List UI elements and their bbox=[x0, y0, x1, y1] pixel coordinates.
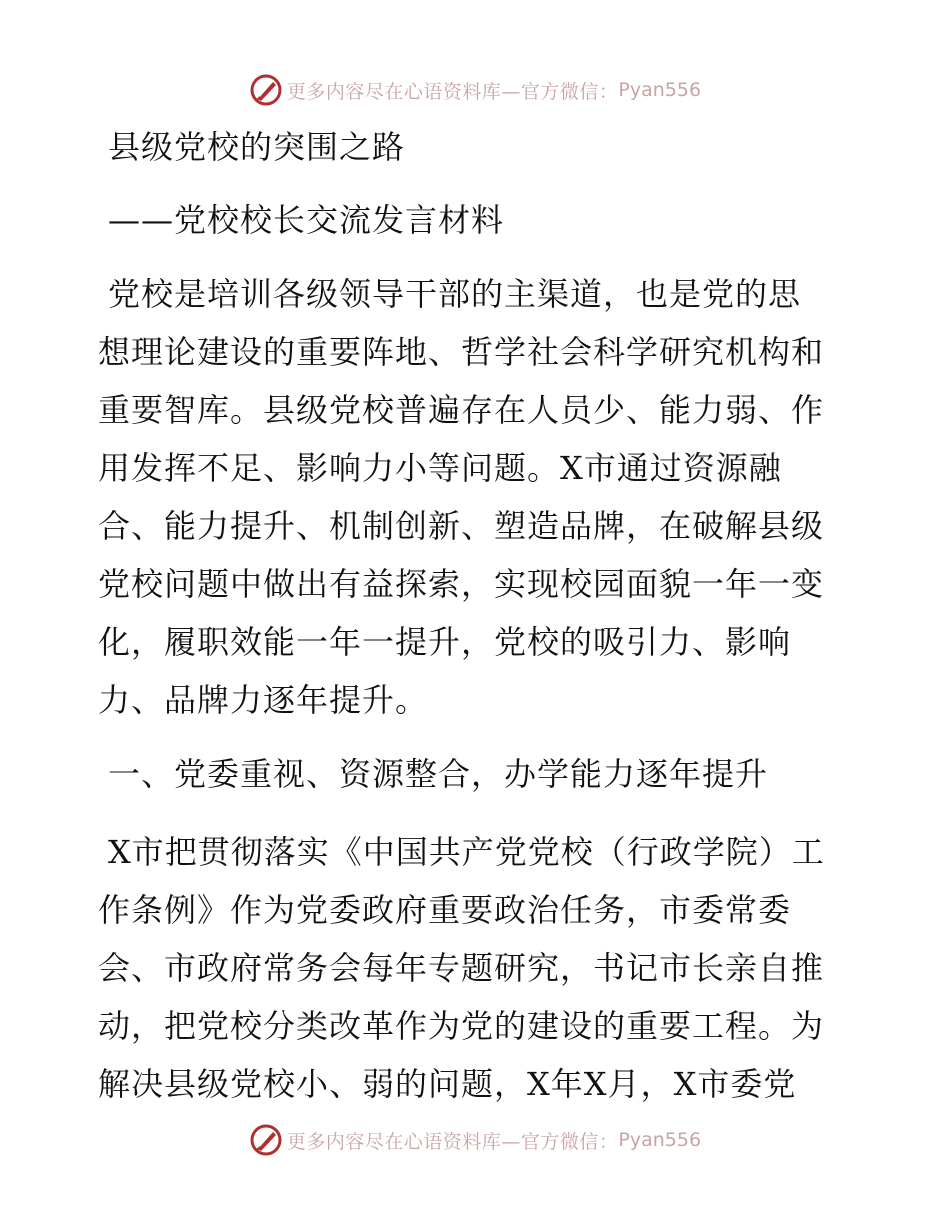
paragraph-line: X市把贯彻落实《中国共产党党校（行政学院）工 bbox=[108, 833, 825, 871]
paragraph-line: 力、品牌力逐年提升。 bbox=[98, 681, 429, 719]
paragraph-line: 作条例》作为党委政府重要政治任务，市委常委 bbox=[98, 891, 792, 929]
paragraph-line: 动，把党校分类改革作为党的建设的重要工程。为 bbox=[98, 1007, 825, 1045]
paragraph-line: 党校问题中做出有益探索，实现校园面貌一年一变 bbox=[98, 565, 825, 603]
footer-watermark-banner bbox=[0, 1120, 950, 1160]
wechat-id: Pyan556 bbox=[618, 1129, 702, 1151]
paragraph-line: 合、能力提升、机制创新、塑造品牌，在破解县级 bbox=[98, 507, 825, 545]
watermark-text: 更多内容尽在心语资料库—官方微信： bbox=[286, 1130, 619, 1153]
wechat-id: Pyan556 bbox=[618, 79, 702, 101]
paragraph-line: 会、市政府常务会每年专题研究，书记市长亲自推 bbox=[98, 949, 825, 987]
paragraph-line: 想理论建设的重要阵地、哲学社会科学研究机构和 bbox=[98, 333, 825, 371]
document-title: 县级党校的突围之路 bbox=[108, 128, 406, 166]
feather-pen-logo-icon bbox=[249, 1123, 283, 1157]
paragraph-line: 解决县级党校小、弱的问题，X年X月，X市委党 bbox=[98, 1065, 797, 1103]
paragraph-line: 重要智库。县级党校普遍存在人员少、能力弱、作 bbox=[98, 391, 825, 429]
header-watermark-banner bbox=[0, 70, 950, 110]
paragraph-line: 用发挥不足、影响力小等问题。X市通过资源融 bbox=[98, 449, 782, 487]
watermark-text: 更多内容尽在心语资料库—官方微信： bbox=[286, 80, 619, 103]
paragraph-line: 党校是培训各级领导干部的主渠道，也是党的思 bbox=[108, 275, 802, 313]
document-subtitle: ——党校校长交流发言材料 bbox=[108, 201, 505, 239]
feather-pen-logo-icon bbox=[249, 73, 283, 107]
paragraph-line: 化，履职效能一年一提升，党校的吸引力、影响 bbox=[98, 623, 792, 661]
section-heading: 一、党委重视、资源整合，办学能力逐年提升 bbox=[108, 755, 769, 793]
